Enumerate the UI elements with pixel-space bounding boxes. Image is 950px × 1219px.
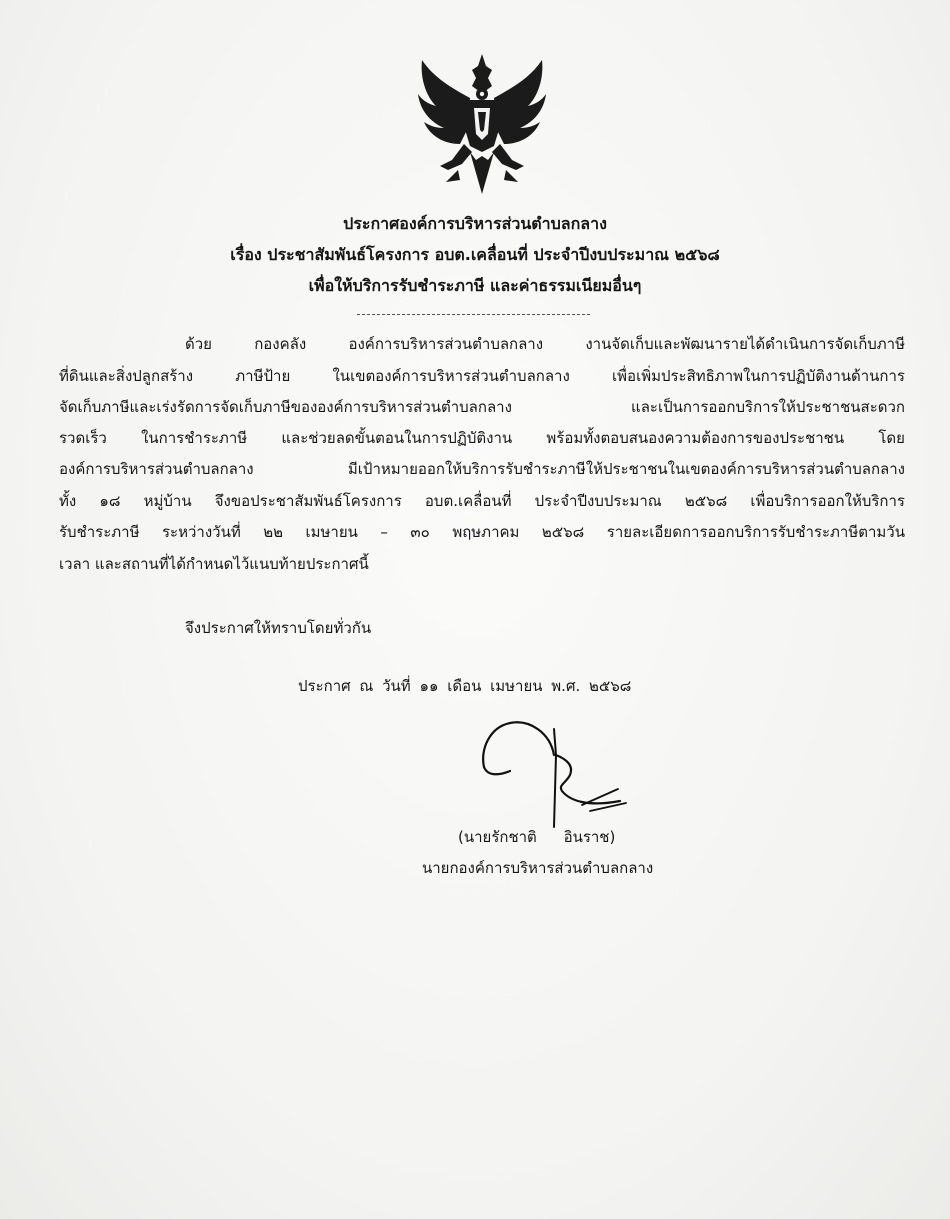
body-line-8: เวลา และสถานที่ได้กำหนดไว้แนบท้ายประกาศนี้ <box>59 555 369 573</box>
body-line-4: รวดเร็ว ในการชำระภาษี และช่วยลดขั้นตอนในการปฏิบัติงาน พร้อมทั้งตอบสนองความต้องการของประชาชน โดย <box>59 429 905 447</box>
body-line-6: ทั้ง ๑๘ หมู่บ้าน จึงขอประชาสัมพันธ์โครงการ อบต.เคลื่อนที่ ประจำปีงบประมาณ ๒๕๖๘ เพื่อบริการออกให้บริการ <box>59 492 905 510</box>
body-line-7: รับชำระภาษี ระหว่างวันที่ ๒๒ เมษายน – ๓๐ พฤษภาคม ๒๕๖๘ รายละเอียดการออกบริการรับชำระภาษีตามวัน <box>59 523 905 541</box>
body-line-3: จัดเก็บภาษีและเร่งรัดการจัดเก็บภาษีขององค์การบริหารส่วนตำบลกลาง และเป็นการออกบริการให้ประชาชนสะดวก <box>59 398 905 416</box>
announcement-subject: เรื่อง ประชาสัมพันธ์โครงการ อบต.เคลื่อนที่ ประจำปีงบประมาณ ๒๕๖๘ <box>230 245 720 264</box>
closing-statement: จึงประกาศให้ทราบโดยทั่วกัน <box>185 619 372 637</box>
body-line-5: องค์การบริหารส่วนตำบลกลาง มีเป้าหมายออกให้บริการรับชำระภาษีให้ประชาชนในเขตองค์การบริหารส่วนตำบลกลาง <box>59 460 905 478</box>
title-divider <box>357 314 590 315</box>
announcement-title: ประกาศองค์การบริหารส่วนตำบลกลาง <box>343 214 607 233</box>
body-line-2: ที่ดินและสิ่งปลูกสร้าง ภาษีป้าย ในเขตองค์การบริหารส่วนตำบลกลาง เพื่อเพิ่มประสิทธิภาพในการปฏิบัติงานด้านการ <box>59 367 905 385</box>
handwritten-signature <box>470 715 640 830</box>
signer-title: นายกองค์การบริหารส่วนตำบลกลาง <box>422 859 654 877</box>
announcement-date: ประกาศ ณ วันที่ ๑๑ เดือน เมษายน พ.ศ. ๒๕๖๘ <box>298 677 632 695</box>
garuda-emblem-icon <box>412 48 552 198</box>
signer-name: (นายรักชาติ อินราช) <box>458 828 616 846</box>
announcement-purpose: เพื่อให้บริการรับชำระภาษี และค่าธรรมเนียมอื่นๆ <box>308 276 642 295</box>
body-line-1: ด้วย กองคลัง องค์การบริหารส่วนตำบลกลาง งานจัดเก็บและพัฒนารายได้ดำเนินการจัดเก็บภาษี <box>185 335 905 353</box>
